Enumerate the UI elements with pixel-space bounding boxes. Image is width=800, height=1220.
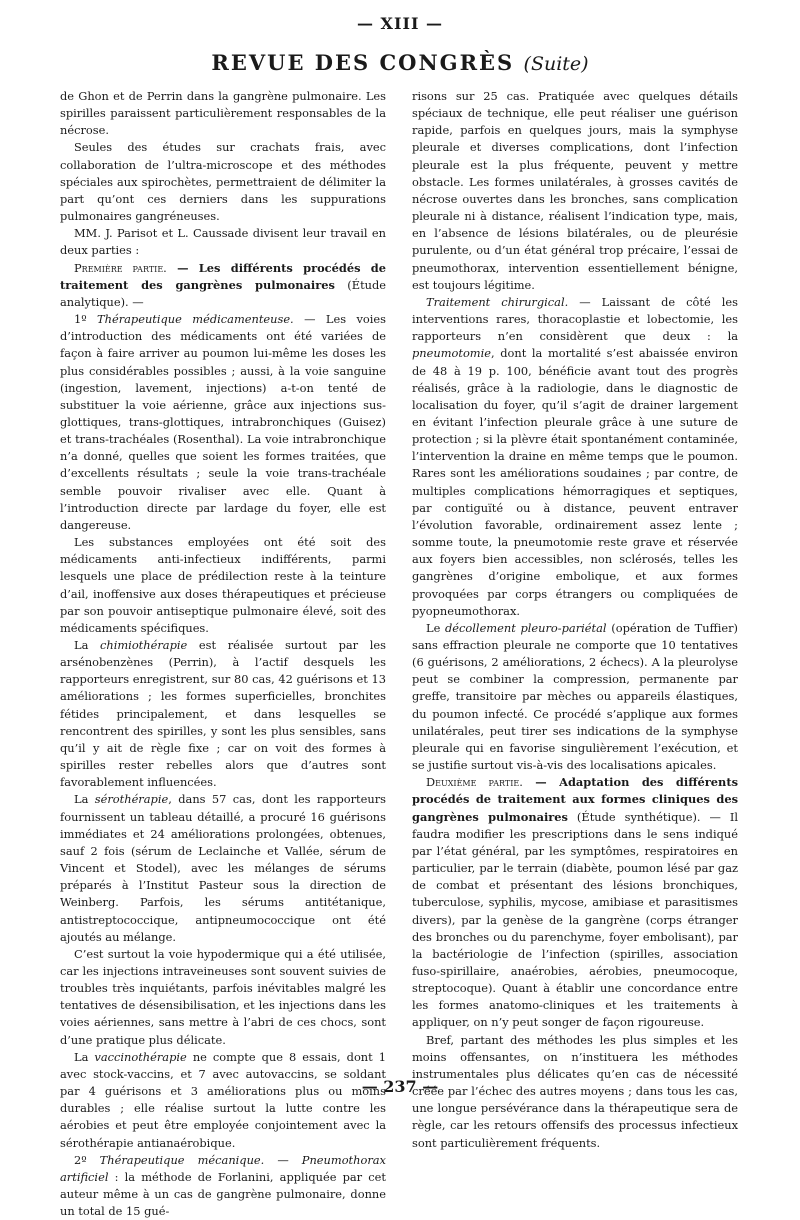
paragraph-text: (opération de Tuffier) sans effraction pleurale ne comporte que 10 tentatives (6 guérisons, 2 améliorations, 2 échecs). A la pleurolyse peut se combiner la compression, permanente par greffe, transitoire par mèches ou appareils élastiques, du poumon infecté. Ce procédé s’applique aux formes unilatérales, peut tirer ses indications de la symphyse pleurale qui en favorise singulièrement l’exécution, et se justifie surtout vis-à-vis des localisations apicales.: [412, 620, 738, 773]
paragraph: [60, 637, 386, 791]
paragraph: MM. J. Parisot et L. Caussade divisent leur travail en deux parties :: [60, 226, 386, 258]
term-chimiotherapie: chimiothérapie: [100, 638, 188, 652]
paragraph: [60, 1152, 386, 1220]
paragraph: [412, 294, 738, 620]
left-column: [60, 88, 386, 1220]
paragraph-text: ne compte que 8 essais, dont 1 avec stock-vaccins, et 7 avec autovaccins, se soldant par 4 guérisons et 3 améliorations plus ou moins durables ; elle réalise surtout la lutte contre les aérobies et peut être employée conjointement avec la sérothérapie antianaérobique.: [60, 1049, 386, 1150]
paragraph: risons sur 25 cas. Pratiquée avec quelques détails spéciaux de technique, elle peut réaliser une guérison rapide, parfois en quelques jours, mais la symphyse pleurale et diverses complications, dont l’infection pleurale est la plus fréquente, peuvent y mettre obstacle. Les formes unilatérales, à grosses cavités de nécrose ouvertes dans les bronches, sans complication pleurale ni à distance, réalisent l’indication type, mais, en l’absence de lésions bilatérales, ou de pleurésie purulente, ou d’un état général trop précaire, l’essai de pneumothorax, intervention essentiellement bénigne, est toujours légitime.: [412, 89, 738, 292]
subsection-title: Traitement chirurgical.: [426, 294, 569, 309]
term-decollement: décollement pleuro-pariétal: [445, 620, 607, 635]
paragraph-text: (Étude synthétique). — Il faudra modifier les prescriptions dans le sens indiqué par l’état général, par les symptômes, respiratoires en particulier, par le terrain (diabète, poumon lésé par gaz de combat et présentant des lésions bronchiques, tuberculose, syphilis, mycose, amibiase et parasitismes divers), par la genèse de la gangrène (corps étranger des bronches ou du parenchyme, foyer embolisant), par la bactériologie de l’infection (spirilles, association fuso-spirillaire, anaérobies, aérobies, pneumocoque, streptocoque). Quant à établir une concordance entre les formes anatomo-cliniques et les traitements à appliquer, on n’y peut songer de façon rigoureuse.: [412, 809, 738, 1030]
part-label: Première partie.: [74, 260, 167, 275]
paragraph: C’est surtout la voie hypodermique qui a été utilisée, car les injections intraveineuses sont souvent suivies de troubles très inquiétants, parfois inévitables malgré les tentatives de désensibilisation, et les injections dans les voies aériennes, sans mettre à l’abri de ces chocs, sont d’une pratique plus délicate.: [60, 946, 386, 1047]
section-number: 2º: [74, 1152, 100, 1167]
paragraph-text: La: [74, 638, 101, 652]
subsection-title: Thérapeutique médicamenteuse.: [97, 312, 294, 327]
paragraph-text: La: [74, 1049, 95, 1064]
part-label: Deuxième partie.: [426, 775, 523, 790]
paragraph-text: est réalisée surtout par les arsénobenzènes (Perrin), à l’actif desquels les rapporteurs enregistrent, sur 80 cas, 42 guérisons et 13 améliorations ; les formes superficielles, bronchites fétides principalement, et dans lesquelles se rencontrent des spirilles, y sont les plus sensibles, sans qu’il y ait de règle fixe ; car on voit des formes à spirilles rester rebelles alors que d’autres sont favorablement influencées.: [60, 638, 386, 790]
paragraph-text: , dans 57 cas, dont les rapporteurs fournissent un tableau détaillé, a procuré 16 guérisons immédiates et 24 améliorations prolongées, obtenues, sauf 2 fois (sérum de Leclainche et Vallée, sérum de Vincent et Stodel), avec les mélanges de sérums préparés à l’Institut Pasteur sous la direction de Weinberg. Parfois, les sérums antitétanique, antistreptococcique, antipneumococcique ont été ajoutés au mélange.: [60, 792, 386, 944]
part-subtitle: (Étude analytique). —: [60, 277, 387, 309]
roman-page-numeral: — XIII —: [356, 14, 443, 33]
part-two-heading: [412, 774, 738, 1031]
paragraph: Bref, partant des méthodes les plus simples et les moins offensantes, on n’instituera les méthodes instrumentales plus délicates qu’en cas de nécessité créée par l’échec des autres moyens ; dans tous les cas, une longue persévérance dans la thérapeutique sera de règle, car les retours offensifs des processus infectieux sont particulièrement fréquents.: [412, 1032, 738, 1150]
right-column: [412, 88, 738, 1152]
paragraph-text: , dont la mortalité s’est abaissée environ de 48 à 19 p. 100, bénéficie avant tout des progrès réalisés, grâce à la radiologie, dans le diagnostic de localisation du foyer, qu’il s’agit de drainer largement en évitant l’infection pleurale grâce à une suture de protection ; si la plèvre était spontanément contaminée, l’intervention la draine en même temps que le poumon. Rares sont les améliorations soudaines ; par contre, de multiples complications hémorragiques et septiques, par contiguïté ou à distance, peuvent entraver l’évolution favorable, ordinairement assez lente ; somme toute, la pneumotomie reste grave et réservée aux foyers bien accessibles, non sclérosés, telles les gangrènes d’origine embolique, et aux formes provoquées par corps étrangers ou compliquées de pyopneumothorax.: [412, 346, 738, 618]
paragraph: [412, 620, 738, 774]
paragraph: Les substances employées ont été soit des médicaments anti-infectieux indifférents, parmi lesquels une place de prédilection reste à la teinture d’ail, inoffensive aux doses thérapeutiques et précieuse par son pouvoir antiseptique pulmonaire élevé, soit des médicaments spécifiques.: [60, 535, 386, 635]
paragraph: [60, 311, 386, 534]
section-title: [0, 50, 800, 75]
paragraph-text: La: [74, 792, 95, 807]
part-title: — Adaptation des différents procédés de traitement aux formes cliniques des gangrènes pulmonaires: [412, 775, 739, 824]
paragraph: Seules des études sur crachats frais, avec collaboration de l’ultra-microscope et des méthodes spéciales aux spirochètes, permettraient de délimiter la part qu’ont ces derniers dans les suppurations pulmonaires gangréneuses.: [60, 140, 386, 224]
section-title-suite: (Suite): [523, 53, 589, 75]
paragraph: [60, 791, 386, 945]
page-number: — 237 —: [361, 1077, 439, 1096]
term-serotherapie: sérothérapie: [94, 792, 169, 807]
paragraph-text: — Laissant de côté les interventions rares, thoracoplastie et lobectomie, les rapporteurs n’en considèrent que deux : la: [412, 294, 738, 344]
paragraph-text: Le: [426, 620, 446, 635]
term-vaccinotherapie: vaccinothérapie: [94, 1049, 187, 1064]
paragraph-text: : la méthode de Forlanini, appliquée par cet auteur même à un cas de gangrène pulmonaire, donne un total de 15 gué-: [60, 1169, 386, 1219]
subsection-title: Thérapeutique mécanique. — Pneumothorax artificiel: [60, 1152, 386, 1184]
paragraph-text: — Les voies d’introduction des médicaments ont été variées de façon à faire arriver au poumon lui-même les doses les plus considérables possibles ; aussi, à la voie sanguine (ingestion, lavement, injections) a-t-on tenté de substituer la voie aérienne, grâce aux injections sus-glottiques, trans-glottiques, intrabronchiques (Guisez) et trans-trachéales (Rosenthal). La voie intrabronchique n’a donné, quelles que soient les formes traitées, que d’excellents résultats ; seule la voie trans-trachéale semble pouvoir rivaliser avec elle. Quant à l’introduction directe par lardage du foyer, elle est dangereuse.: [60, 312, 386, 532]
paragraph: [60, 1049, 386, 1152]
section-number: 1º: [74, 312, 98, 327]
section-title-text: REVUE DES CONGRÈS: [211, 50, 515, 75]
paragraph: de Ghon et de Perrin dans la gangrène pulmonaire. Les spirilles paraissent particulièrement responsables de la nécrose.: [60, 89, 386, 138]
term-pneumotomie: pneumotomie: [412, 346, 491, 361]
part-one-heading: [60, 260, 386, 311]
part-title: — Les différents procédés de traitement des gangrènes pulmonaires: [60, 260, 386, 292]
